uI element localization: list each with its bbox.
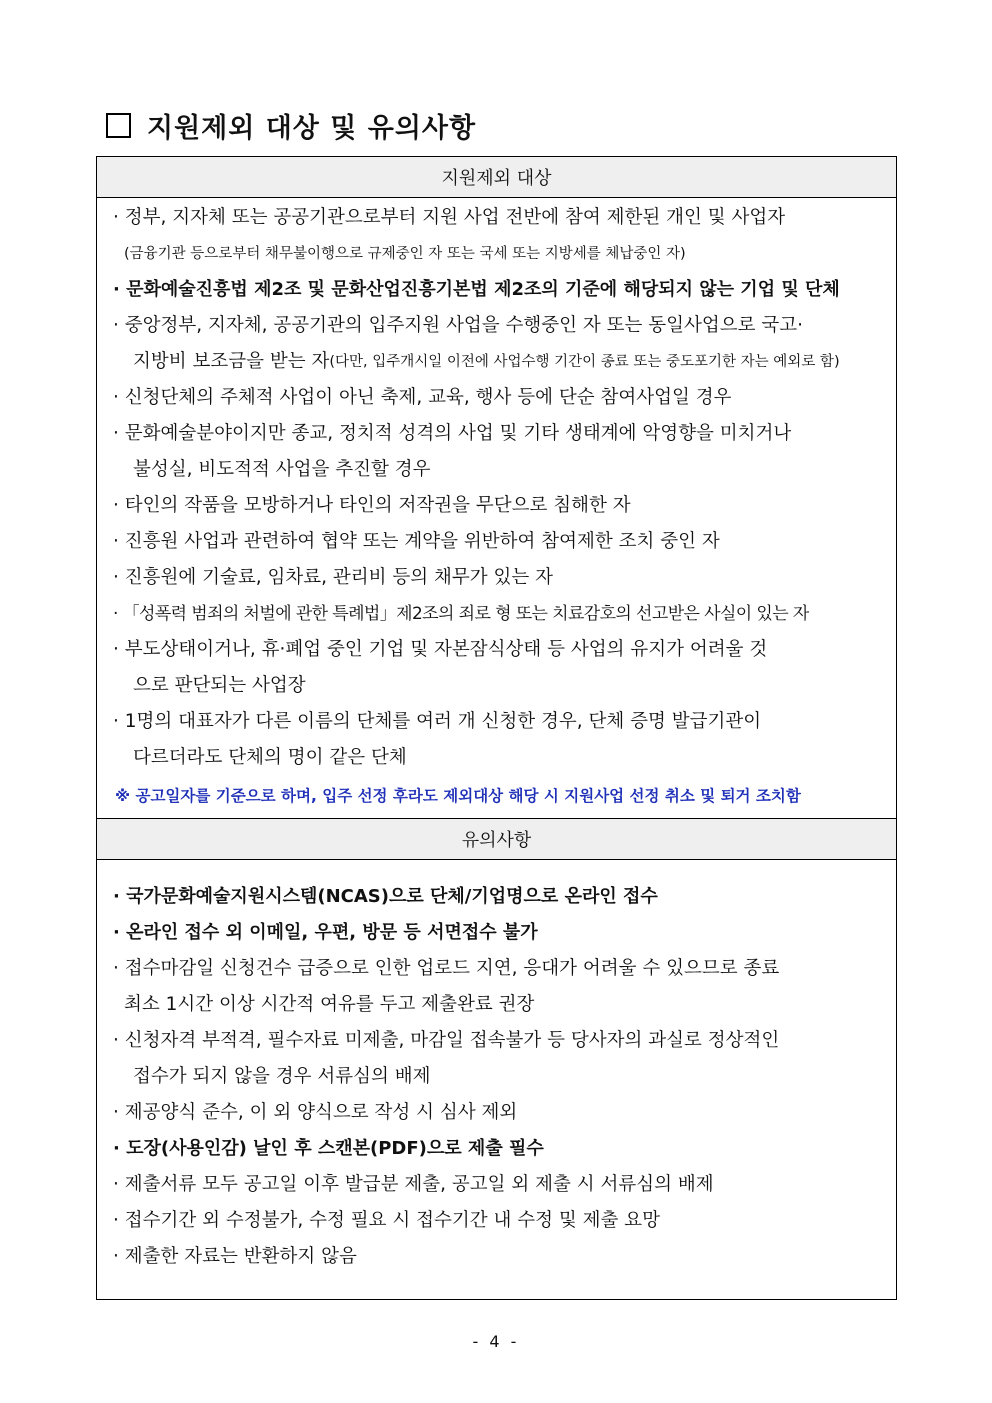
caution-item: · 제출한 자료는 반환하지 않음 <box>113 1246 357 1267</box>
caution-item: · 접수기간 외 수정불가, 수정 필요 시 접수기간 내 수정 및 제출 요망 <box>113 1210 660 1231</box>
exclusion-item: · 「성폭력 범죄의 처벌에 관한 특례법」제2조의 죄로 형 또는 치료감호의 선고받은 사실이 있는 자 <box>113 604 809 624</box>
exclusion-item-continued <box>133 344 886 380</box>
exclusion-item: · 문화예술진흥법 제2조 및 문화산업진흥기본법 제2조의 기준에 해당되지 않는 기업 및 단체 <box>113 279 840 300</box>
caution-item: · 접수마감일 신청건수 급증으로 인한 업로드 지연, 응대가 어려울 수 있으므로 종료 <box>113 958 780 979</box>
exclusion-item-note: (다만, 입주개시일 이전에 사업수행 기간이 종료 또는 중도포기한 자는 예외로 함) <box>329 354 840 370</box>
exclusion-header <box>97 157 896 198</box>
exclusion-item: · 타인의 작품을 모방하거나 타인의 저작권을 무단으로 침해한 자 <box>113 495 631 516</box>
exclusion-item: · 문화예술분야이지만 종교, 정치적 성격의 사업 및 기타 생태계에 악영향을 미치거나 <box>113 423 792 444</box>
caution-item: · 도장(사용인감) 날인 후 스캔본(PDF)으로 제출 필수 <box>113 1138 544 1159</box>
exclusion-item: · 중앙정부, 지자체, 공공기관의 입주지원 사업을 수행중인 자 또는 동일사업으로 국고· <box>113 315 803 336</box>
cautions-header-text: 유의사항 <box>461 830 532 851</box>
exclusion-item: · 정부, 지자체 또는 공공기관으로부터 지원 사업 전반에 참여 제한된 개인 및 사업자 <box>113 207 786 228</box>
exclusion-note: ※ 공고일자를 기준으로 하며, 입주 선정 후라도 제외대상 해당 시 지원사업 선정 취소 및 퇴거 조치함 <box>115 787 801 805</box>
exclusion-item: · 진흥원 사업과 관련하여 협약 또는 계약을 위반하여 참여제한 조치 중인 자 <box>113 531 720 552</box>
exclusion-item: · 신청단체의 주체적 사업이 아닌 축제, 교육, 행사 등에 단순 참여사업일 경우 <box>113 387 732 408</box>
caution-item: · 제출서류 모두 공고일 이후 발급분 제출, 공고일 외 제출 시 서류심의 배제 <box>113 1174 714 1195</box>
section-heading <box>106 103 476 147</box>
checkbox-square-icon <box>106 113 131 138</box>
exclusion-item: · 부도상태이거나, 휴·폐업 중인 기업 및 자본잠식상태 등 사업의 유지가 어려울 것 <box>113 639 768 660</box>
caution-item: · 제공양식 준수, 이 외 양식으로 작성 시 심사 제외 <box>113 1102 518 1123</box>
exclusion-item-continued: 으로 판단되는 사업장 <box>133 675 306 696</box>
cautions-header <box>97 819 896 860</box>
caution-item-continued: 최소 1시간 이상 시간적 여유를 두고 제출완료 권장 <box>124 994 535 1015</box>
exclusion-item-continued: 불성실, 비도적적 사업을 추진할 경우 <box>133 459 431 480</box>
caution-item: · 온라인 접수 외 이메일, 우편, 방문 등 서면접수 불가 <box>113 922 538 943</box>
page-number: - 4 - <box>472 1332 520 1351</box>
exclusion-item-continued: 다르더라도 단체의 명이 같은 단체 <box>133 747 407 768</box>
exclusion-item-sub: (금융기관 등으로부터 채무불이행으로 규제중인 자 또는 국세 또는 지방세를 체납중인 자) <box>124 246 686 262</box>
exclusion-item-text: 지방비 보조금을 받는 자 <box>133 351 330 372</box>
caution-item-continued: 접수가 되지 않을 경우 서류심의 배제 <box>133 1066 431 1087</box>
exclusion-header-text: 지원제외 대상 <box>441 168 552 189</box>
caution-item: · 신청자격 부적격, 필수자료 미제출, 마감일 접속불가 등 당사자의 과실로 정상적인 <box>113 1030 780 1051</box>
caution-item: · 국가문화예술지원시스템(NCAS)으로 단체/기업명으로 온라인 접수 <box>113 886 658 907</box>
info-table <box>96 156 897 1300</box>
section-title: 지원제외 대상 및 유의사항 <box>147 112 477 144</box>
exclusion-item: · 1명의 대표자가 다른 이름의 단체를 여러 개 신청한 경우, 단체 증명 발급기관이 <box>113 711 762 732</box>
exclusion-item: · 진흥원에 기술료, 임차료, 관리비 등의 채무가 있는 자 <box>113 567 553 588</box>
